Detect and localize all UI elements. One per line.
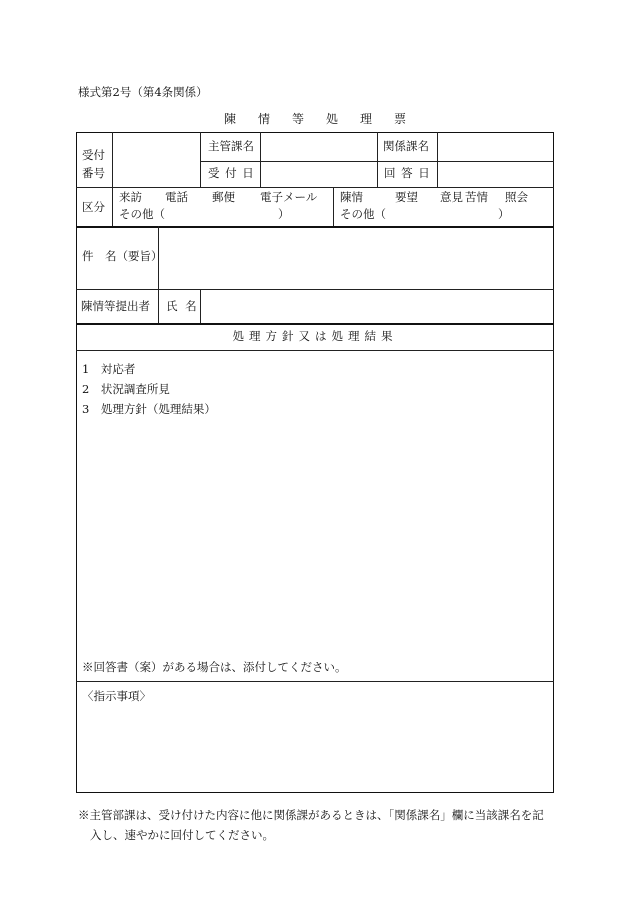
reception-number-label: 受付 [82,148,105,162]
footnote-line: 入し、速やかに回付してください。 [90,827,274,842]
attachment-note: ※回答書（案）がある場合は、添付してください。 [82,660,347,674]
divider [200,289,201,323]
form-number: 様式第2号（第4条関係） [78,85,208,99]
title-char: 票 [394,112,407,126]
method-option: 電子メール [260,190,318,204]
submitter-name-label: 氏 名 [166,299,199,313]
title-char: 情 [257,112,270,126]
reception-date-label: 受 付 日 [208,166,255,180]
type-option: 要望 [395,190,418,204]
divider [112,132,113,226]
document-title [0,110,630,127]
processing-item: 3 処理方針（処理結果） [82,402,216,416]
divider [260,132,261,187]
submitter-label: 陳情等提出者 [81,299,150,313]
processing-item: 2 状況調査所見 [82,382,170,396]
footnote [78,806,558,845]
type-option: 苦情 [465,190,488,204]
related-dept-label: 関係課名 [383,139,429,153]
method-other: その他（ [119,207,165,221]
method-option: 電話 [165,190,188,204]
classification-label: 区分 [82,200,105,214]
processing-heading: 処理方針又は処理結果 [232,329,398,343]
divider [333,187,334,226]
divider [76,323,554,325]
type-other: その他（ [340,207,386,221]
type-option: 照会 [505,190,528,204]
instructions-label: 〈指示事項〉 [82,689,151,703]
divider [76,289,554,290]
divider [76,681,554,682]
title-char: 処 [326,112,339,126]
main-dept-label: 主管課名 [208,139,254,153]
method-other-close: ） [278,207,290,221]
title-char: 理 [360,112,373,126]
type-option: 陳情 [340,190,363,204]
divider [76,350,554,351]
subject-label: 件 名（要旨） [82,249,163,263]
title-char: 陳 [223,112,236,126]
reply-date-label: 回 答 日 [384,166,431,180]
divider [437,132,438,187]
footnote-line: ※主管部課は、受け付けた内容に他に関係課があるときは、「関係課名」欄に当該課名を記 [78,808,544,822]
processing-item: 1 対応者 [82,362,136,376]
type-other-close: ） [498,207,510,221]
divider [76,187,554,188]
reception-number-label: 番号 [82,166,105,180]
divider [76,226,554,228]
divider [200,132,201,187]
method-option: 郵便 [212,190,235,204]
type-option: 意見 [440,190,463,204]
divider [158,226,159,323]
title-char: 等 [291,112,304,126]
method-option: 来訪 [119,190,142,204]
divider [377,132,378,187]
